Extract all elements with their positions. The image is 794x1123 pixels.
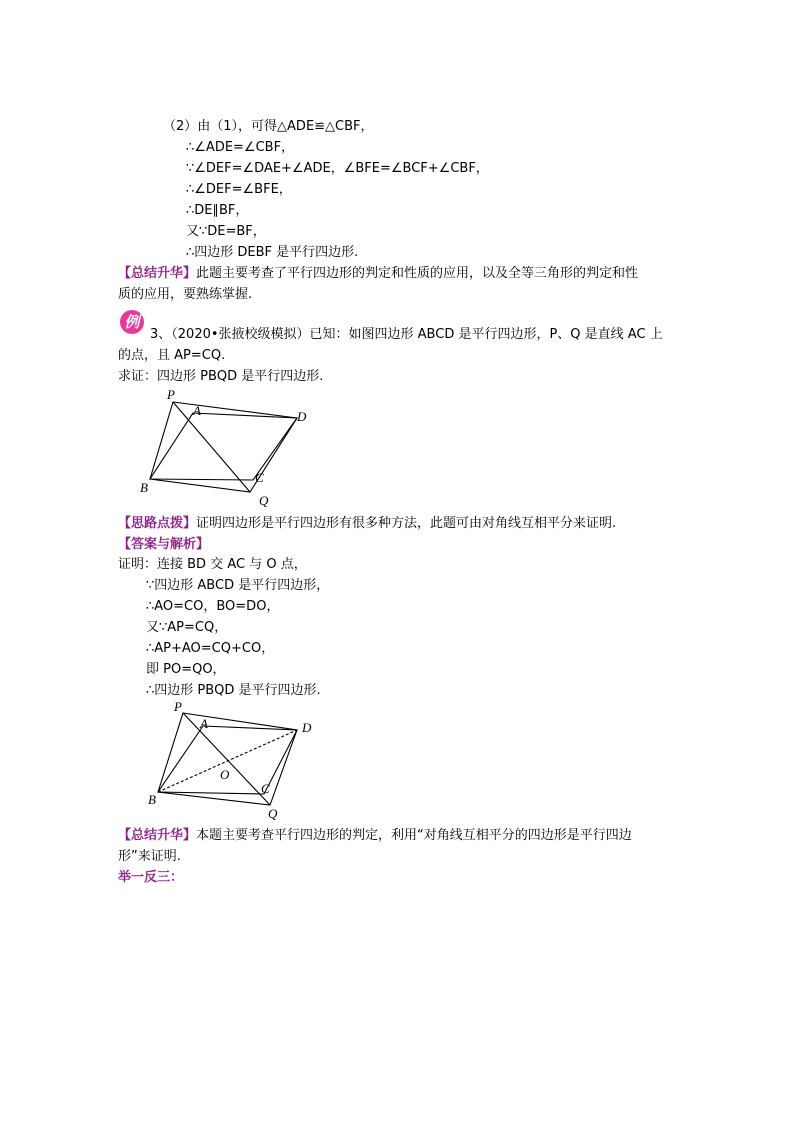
summary-tag: 【总结升华】 xyxy=(118,266,197,281)
summary-text-cont: 质的应用，要熟练掌握. xyxy=(118,287,253,302)
summary-paragraph xyxy=(118,264,638,284)
proof-line: ∴四边形 DEBF 是平行四边形. xyxy=(186,245,359,260)
proof-line: （2）由（1），可得△ADE≌△CBF， xyxy=(163,119,374,134)
point-label-p: P xyxy=(167,387,175,402)
point-label-q: Q xyxy=(268,806,278,821)
point-label-c: C xyxy=(261,781,270,796)
point-label-o: O xyxy=(220,767,230,782)
answer-tag: 【答案与解析】 xyxy=(118,537,210,552)
summary-paragraph xyxy=(118,826,632,846)
answer-line: ∴AP+AO=CQ+CO， xyxy=(146,641,275,656)
figure-lines xyxy=(150,402,297,492)
parallelogram-figure-with-diagonal xyxy=(140,698,340,823)
answer-line: 即 PO=QO， xyxy=(146,662,226,677)
proof-line: ∵∠DEF=∠DAE+∠ADE，∠BFE=∠BCF+∠CBF， xyxy=(186,161,489,176)
example-prove: 求证：四边形 PBQD 是平行四边形. xyxy=(118,369,324,384)
answer-line: ∴四边形 PBQD 是平行四边形. xyxy=(146,683,321,698)
example-badge-icon: 例 xyxy=(120,310,144,334)
point-label-a: A xyxy=(193,403,201,418)
proof-line: ∴∠ADE=∠CBF， xyxy=(186,140,295,155)
point-label-q: Q xyxy=(259,493,269,508)
answer-line: ∵四边形 ABCD 是平行四边形， xyxy=(146,578,330,593)
answer-line: ∴AO=CO，BO=DO， xyxy=(146,599,280,614)
parallelogram-abcd xyxy=(150,413,297,480)
example-problem: 3、（2020•张掖校级模拟）已知：如图四边形 ABCD 是平行四边形，P、Q 是直线 AC 上 xyxy=(150,327,663,342)
summary-text: 此题主要考查了平行四边形的判定和性质的应用，以及全等三角形的判定和性 xyxy=(196,266,639,281)
point-label-d: D xyxy=(302,720,312,735)
summary-tag: 【总结升华】 xyxy=(118,828,197,843)
point-label-d: D xyxy=(297,409,307,424)
followup-label: 举一反三： xyxy=(118,870,184,885)
example-problem: 的点，且 AP=CQ. xyxy=(118,348,226,363)
proof-line: ∴∠DEF=∠BFE， xyxy=(186,182,292,197)
answer-line: 证明：连接 BD 交 AC 与 O 点， xyxy=(118,557,307,572)
point-label-b: B xyxy=(148,792,156,807)
point-label-a: A xyxy=(200,716,208,731)
hint-paragraph xyxy=(118,514,616,534)
point-label-b: B xyxy=(140,480,148,495)
point-label-p: P xyxy=(174,699,182,714)
summary-text-cont: 形”来证明. xyxy=(118,849,181,864)
proof-line: ∴DE∥BF， xyxy=(186,203,249,218)
point-label-c: C xyxy=(255,470,264,485)
figure-lines xyxy=(158,713,297,805)
hint-text: 证明四边形是平行四边形有很多种方法，此题可由对角线互相平分来证明. xyxy=(196,516,617,531)
quad-pbqd xyxy=(150,402,297,492)
hint-tag: 【思路点拨】 xyxy=(118,516,197,531)
proof-line: 又∵DE=BF， xyxy=(186,224,266,239)
parallelogram-figure xyxy=(130,385,330,510)
summary-text: 本题主要考查平行四边形的判定，利用“对角线互相平分的四边形是平行四边 xyxy=(196,828,632,843)
answer-line: 又∵AP=CQ， xyxy=(146,620,228,635)
